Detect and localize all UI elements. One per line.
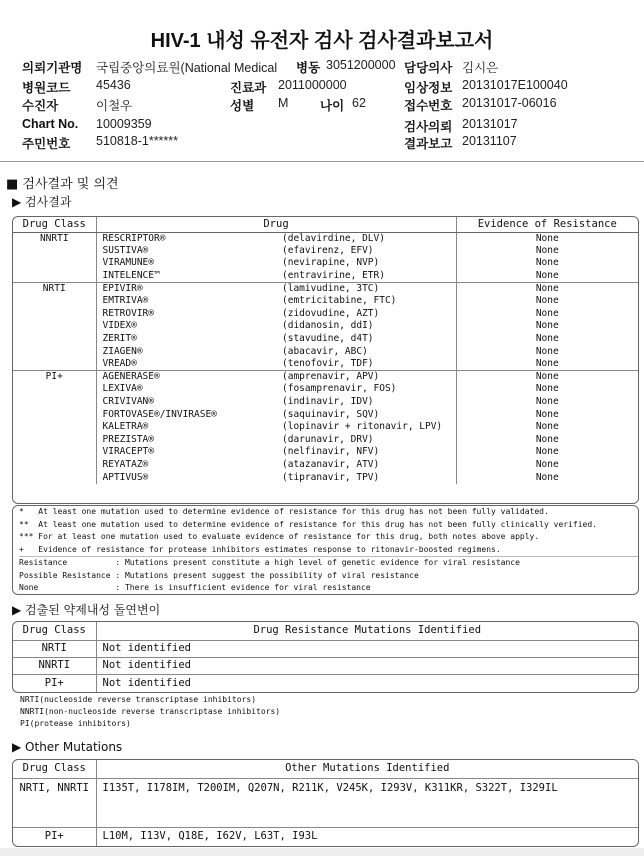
generic-name: (zidovudine, AZT): [282, 307, 380, 319]
doctor-label: 담당의사: [404, 61, 453, 75]
drug-resistance-table: [12, 216, 639, 504]
brand-name: RESCRIPTOR®: [96, 232, 276, 245]
table-row: [13, 778, 638, 827]
brand-name: CRIVIVAN®: [96, 396, 276, 409]
evidence-cell: None: [456, 371, 638, 384]
id-value: 510818-1******: [96, 134, 179, 148]
abbreviation-note: PI(protease inhibitors): [20, 719, 131, 728]
evidence-cell: None: [456, 270, 638, 283]
request-label: 검사의뢰: [404, 120, 453, 134]
table-row: [13, 308, 638, 321]
column-header: Drug Resistance Mutations Identified: [96, 622, 638, 640]
footnote: * At least one mutation used to determine evidence of resistance for this drug has not been fully validated.: [19, 507, 549, 516]
brand-name: INTELENCE™: [96, 270, 276, 283]
brand-name: VIRAMUNE®: [96, 257, 276, 270]
table-row: [13, 371, 638, 384]
table-row: [13, 232, 638, 245]
request-value: 20131017: [462, 117, 518, 131]
brand-name: SUSTIVA®: [96, 245, 276, 258]
dept-label: 진료과: [230, 81, 267, 95]
generic-name: (saquinavir, SQV): [282, 408, 380, 420]
page-bottom-band: [0, 848, 644, 856]
table-row: [13, 471, 638, 484]
generic-name: (lopinavir + ritonavir, LPV): [282, 421, 443, 433]
evidence-cell: None: [456, 396, 638, 409]
divider: [0, 161, 644, 162]
evidence-cell: None: [456, 421, 638, 434]
evidence-cell: None: [456, 383, 638, 396]
chart-value: 10009359: [96, 117, 152, 131]
evidence-cell: None: [456, 295, 638, 308]
header-row: [13, 760, 638, 778]
ward-label: 병동: [296, 61, 321, 75]
generic-name: (fosamprenavir, FOS): [282, 383, 397, 395]
table-row: [13, 421, 638, 434]
abbreviation-note: NNRTI(non-nucleoside reverse transcriptase inhibitors): [20, 707, 281, 716]
legend: [19, 557, 638, 595]
table-row: [13, 657, 638, 674]
chart-label: Chart No.: [22, 117, 79, 131]
evidence-cell: None: [456, 358, 638, 371]
section-other-mutations: ▶ Other Mutations: [12, 740, 123, 754]
brand-name: EPIVIR®: [96, 282, 276, 295]
drug-class-cell: NNRTI: [13, 657, 96, 674]
drug-class-cell: NRTI: [13, 282, 96, 370]
drug-class-cell: NRTI, NNRTI: [13, 778, 96, 827]
generic-name: (nevirapine, NVP): [282, 257, 380, 269]
table-row: [13, 345, 638, 358]
brand-name: EMTRIVA®: [96, 295, 276, 308]
receipt-label: 접수번호: [404, 99, 453, 113]
abbreviation-notes: [20, 694, 280, 730]
table-row: [13, 320, 638, 333]
patient-value: 이철우: [96, 99, 133, 113]
drug-class-cell: PI+: [13, 371, 96, 484]
other-mutations-table: [12, 759, 639, 847]
section-results: ▶ 검사결과: [12, 195, 72, 209]
hospital-code-label: 병원코드: [22, 81, 71, 95]
legend-line: Resistance : Mutations present constitute a high level of genetic evidence for viral resistance: [19, 558, 520, 567]
institution-label: 의뢰기관명: [22, 61, 83, 75]
header-row: [13, 622, 638, 640]
brand-name: AGENERASE®: [96, 371, 276, 384]
table-row: [13, 640, 638, 657]
table-row: [13, 358, 638, 371]
table-row: [13, 270, 638, 283]
evidence-cell: None: [456, 434, 638, 447]
evidence-cell: None: [456, 333, 638, 346]
evidence-cell: None: [456, 308, 638, 321]
generic-name: (efavirenz, EFV): [282, 244, 374, 256]
mutations-cell: L10M, I13V, Q18E, I62V, L63T, I93L: [96, 827, 638, 846]
section-detected-mutations: ▶ 검출된 약제내성 돌연변이: [12, 603, 161, 617]
legend-line: None : There is insufficient evidence for viral resistance: [19, 583, 371, 592]
generic-name: (emtricitabine, FTC): [282, 295, 397, 307]
table-row: [13, 282, 638, 295]
generic-name: (didanosin, ddI): [282, 320, 374, 332]
generic-name: (tenofovir, TDF): [282, 357, 374, 369]
table-row: [13, 333, 638, 346]
brand-name: VIDEX®: [96, 320, 276, 333]
detected-mutations-table: [12, 621, 639, 693]
brand-name: ZERIT®: [96, 333, 276, 346]
mutations-cell: Not identified: [96, 640, 638, 657]
footnote: ** At least one mutation used to determine evidence of resistance for this drug has not been fully clinically verified.: [19, 519, 597, 529]
age-value: 62: [352, 96, 366, 110]
report-label: 결과보고: [404, 137, 453, 151]
mutations-cell: Not identified: [96, 674, 638, 692]
brand-name: LEXIVA®: [96, 383, 276, 396]
id-label: 주민번호: [22, 137, 71, 151]
footnote: + Evidence of resistance for protease inhibitors estimates response to ritonavir-boosted regimens.: [19, 544, 501, 554]
dept-value: 2011000000: [278, 78, 347, 92]
legend-line: Possible Resistance : Mutations present suggest the possibility of viral resistance: [19, 570, 419, 580]
generic-name: (darunavir, DRV): [282, 433, 374, 445]
drug-class-cell: PI+: [13, 674, 96, 692]
footnotes-box: [12, 505, 639, 595]
generic-name: (amprenavir, APV): [276, 371, 456, 384]
section-results-opinion: ■ 검사결과 및 의견: [6, 177, 119, 192]
ward-value: 3051200000: [326, 58, 396, 72]
column-header: Drug Class: [22, 762, 86, 775]
table-row: [13, 257, 638, 270]
generic-name: (stavudine, d4T): [282, 333, 374, 345]
column-header: Drug Class: [22, 624, 86, 637]
age-label: 나이: [320, 99, 345, 113]
brand-name: REYATAZ®: [96, 459, 276, 472]
evidence-cell: None: [456, 257, 638, 270]
evidence-cell: None: [456, 408, 638, 421]
table-row: [13, 446, 638, 459]
doctor-value: 김시은: [462, 61, 499, 75]
brand-name: KALETRA®: [96, 421, 276, 434]
evidence-cell: None: [456, 471, 638, 484]
abbreviation-note: NRTI(nucleoside reverse transcriptase inhibitors): [20, 695, 257, 704]
table-row: [13, 245, 638, 258]
generic-name: (atazanavir, ATV): [282, 458, 380, 470]
brand-name: FORTOVASE®/INVIRASE®: [96, 408, 276, 421]
table-row: [13, 459, 638, 472]
brand-name: ZIAGEN®: [96, 345, 276, 358]
brand-name: VREAD®: [96, 358, 276, 371]
footnote: *** For at least one mutation used to evaluate evidence of resistance for this drug, both notes above apply.: [19, 532, 540, 541]
evidence-cell: None: [456, 345, 638, 358]
generic-name: (lamivudine, 3TC): [276, 282, 456, 295]
table-row: [13, 434, 638, 447]
drug-class-cell: NRTI: [13, 640, 96, 657]
mutations-cell: Not identified: [96, 657, 638, 674]
generic-name: (delavirdine, DLV): [282, 232, 385, 244]
table-row: [13, 295, 638, 308]
mutations-cell: I135T, I178IM, T200IM, Q207N, R211K, V245K, I293V, K311KR, S322T, I329IL: [96, 778, 638, 827]
patient-label: 수진자: [22, 99, 59, 113]
evidence-cell: None: [456, 282, 638, 295]
brand-name: RETROVIR®: [96, 308, 276, 321]
receipt-value: 20131017-06016: [462, 96, 557, 110]
institution-value: 국립중앙의료원(National Medical: [96, 61, 278, 75]
table-row: [13, 383, 638, 396]
generic-name: (indinavir, IDV): [282, 396, 374, 408]
evidence-cell: None: [456, 446, 638, 459]
generic-name: (abacavir, ABC): [282, 345, 368, 357]
sex-label: 성별: [230, 99, 255, 113]
col-drug-class: Drug Class: [13, 217, 96, 232]
brand-name: VIRACEPT®: [96, 446, 276, 459]
clinical-value: 20131017E100040: [462, 78, 568, 92]
generic-name: (entravirine, ETR): [282, 269, 385, 281]
col-evidence: Evidence of Resistance: [456, 217, 638, 232]
generic-name: (nelfinavir, NFV): [282, 446, 380, 458]
table-row: [13, 408, 638, 421]
table-row: [13, 827, 638, 846]
footnotes: [19, 506, 638, 557]
report-value: 20131107: [462, 134, 517, 148]
col-drug: Drug: [96, 217, 456, 232]
generic-name: (tipranavir, TPV): [282, 471, 380, 483]
brand-name: APTIVUS®: [96, 471, 276, 484]
drug-class-cell: PI+: [13, 827, 96, 846]
hospital-code-value: 45436: [96, 78, 131, 92]
clinical-label: 임상정보: [404, 81, 453, 95]
evidence-cell: None: [456, 320, 638, 333]
evidence-cell: None: [456, 245, 638, 258]
brand-name: PREZISTA®: [96, 434, 276, 447]
drug-class-cell: NNRTI: [39, 232, 69, 244]
column-header: Other Mutations Identified: [96, 760, 638, 778]
evidence-cell: None: [456, 232, 638, 245]
report-title: HIV-1 내성 유전자 검사 검사결과보고서: [150, 30, 494, 52]
table-row: [13, 674, 638, 692]
sex-value: M: [278, 96, 289, 110]
table-row: [13, 396, 638, 409]
evidence-cell: None: [456, 459, 638, 472]
